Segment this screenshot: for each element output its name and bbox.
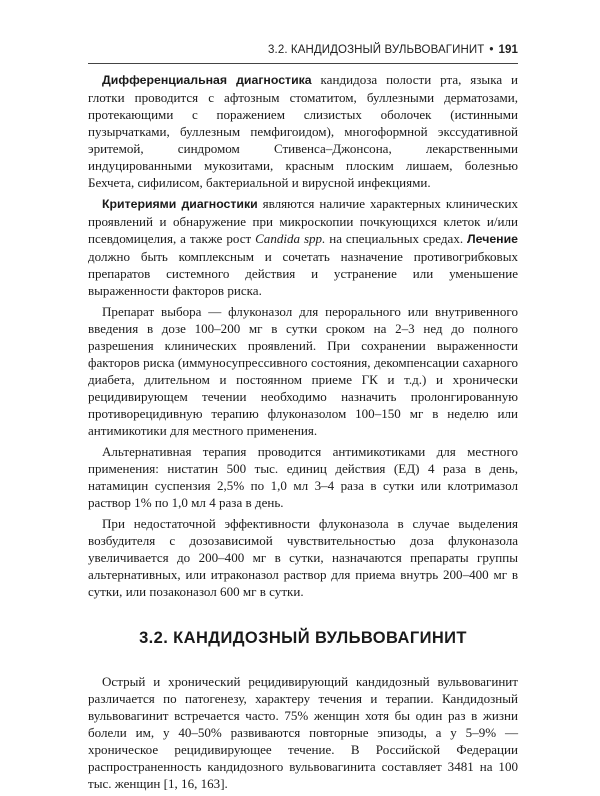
- section-heading: 3.2. КАНДИДОЗНЫЙ ВУЛЬВОВАГИНИТ: [139, 629, 467, 647]
- paragraph-diagnostic-criteria: [88, 195, 518, 299]
- paragraph-text: должно быть комплексным и сочетать назначение противогрибковых препаратов системного действия и устранение или уменьшение выраженности факторов риска.: [88, 249, 518, 298]
- header-rule: [88, 63, 518, 64]
- paragraph-text: являются наличие характерных клинических проявлений и обнаружение при микроскопии почкующихся клеток и/или псевдомицелия, а также рост: [88, 196, 519, 246]
- paragraph-alternative-therapy: Альтернативная терапия проводится антимикотиками для местного применения: нистатин 500 тыс. единиц действия (ЕД) 4 раза в день, натамицин суспензия 2,5% по 1,0 мл 3–4 раза в сутки или клотримазол раствор 1% по 1,0 мл 4 раза в день.: [88, 444, 518, 510]
- paragraph-lead: Критериями диагностики: [102, 197, 258, 211]
- paragraph-lead-treatment: Лечение: [467, 232, 518, 246]
- italic-term: Candida spp.: [255, 231, 326, 246]
- running-title: 3.2. КАНДИДОЗНЫЙ ВУЛЬВОВАГИНИТ: [268, 44, 485, 56]
- paragraph-text: на специальных средах.: [325, 231, 468, 246]
- paragraph-text: кандидоза полости рта, языка и глотки проводится с афтозным стоматитом, буллезными дерматозами, протекающими с поражением слизистых оболочек (истинными пузырчатками, буллезным пемфигоидом), многоформной экссудативной эритемой, синдромом Стивенса–Джонсона, лекарственными индуцированными мукозитами, красным плоским лишаем, болезнью Бехчета, сифилисом, бактериальной и вирусной инфекциями.: [88, 72, 519, 190]
- body-text: [88, 71, 518, 796]
- paragraph-drug-of-choice: Препарат выбора — флуконазол для перорального или внутривенного введения в дозе 100–200 мг в сутки сроком на 2–3 нед до полного разрешения клинических проявлений. При сохранении выраженности факторов риска (иммуносупрессивного состояния, декомпенсации сахарного диабета, длительном и постоянном приеме ГК и т.д.) и хронически рецидивирующем течении необходимо назначить пролонгированную противорецидивную терапию флуконазолом 100–150 мг в неделю или антимикотики для местного применения.: [88, 304, 518, 438]
- paragraph-insufficient-efficacy: При недостаточной эффективности флуконазола в случае выделения возбудителя с дозозависимой чувствительностью доза флуконазола увеличивается до 200–400 мг в сутки, назначаются препараты группы альтернативных, или итраконазол раствор для приема внутрь 200–400 мг в сутки, или позаконазол 600 мг в сутки.: [88, 516, 518, 599]
- paragraph-lead: Дифференциальная диагностика: [102, 73, 312, 87]
- page-number: 191: [498, 44, 518, 56]
- running-header: [88, 44, 518, 56]
- paragraph-differential-diagnosis: [88, 71, 518, 191]
- paragraph-vulvovaginitis-intro: Острый и хронический рецидивирующий кандидозный вульвовагинит различается по патогенезу, характеру течения и терапии. Кандидозный вульвовагинит встречается часто. 75% женщин хотя бы один раз в жизни болели им, у 40–50% развиваются повторные эпизоды, а у 5–9% — хроническое рецидивирующее течение. В Российской Федерации распространенность кандидозного вульвовагинита составляет 3481 на 100 тыс. женщин [1, 16, 163].: [88, 674, 518, 791]
- header-separator: •: [489, 44, 494, 56]
